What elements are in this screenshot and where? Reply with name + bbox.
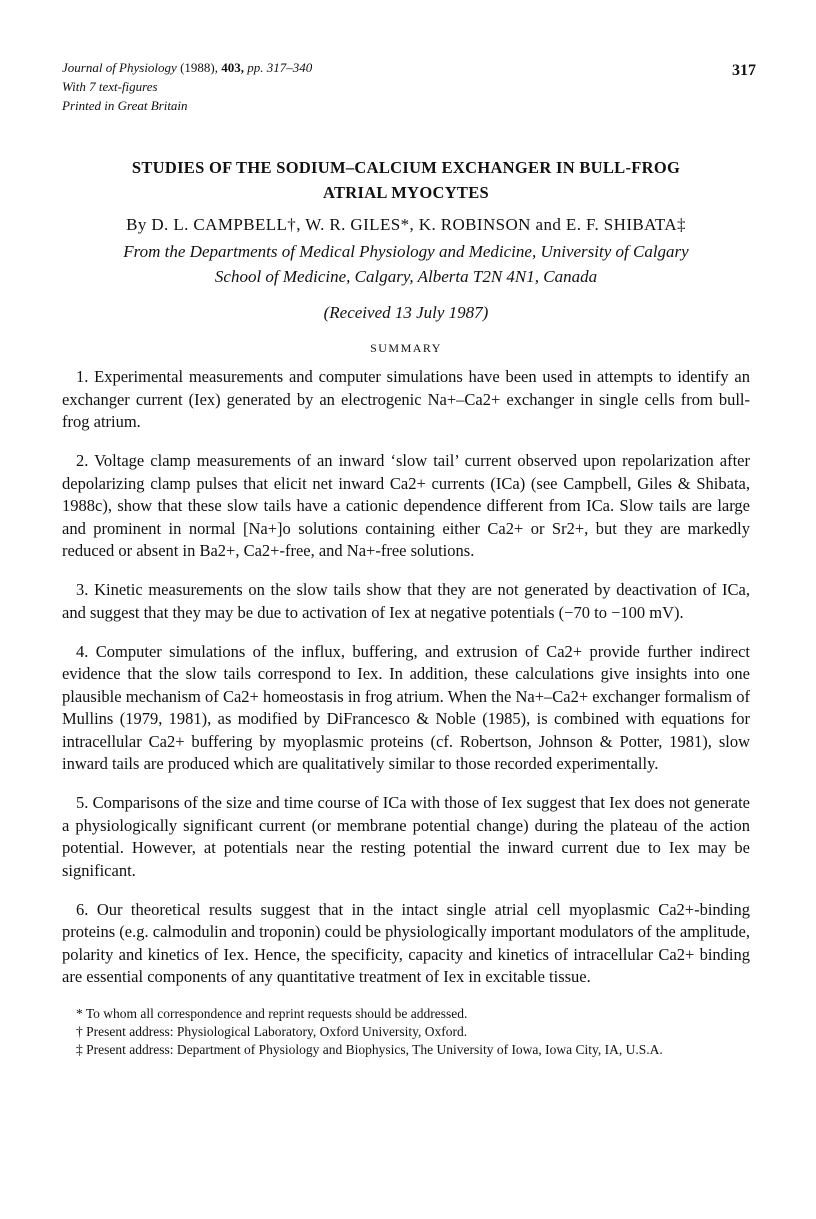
- journal-volume: 403,: [221, 60, 244, 75]
- footnote-campbell-address: † Present address: Physiological Laboratory, Oxford University, Oxford.: [76, 1024, 468, 1039]
- summary-paragraph-4: 4. Computer simulations of the influx, buffering, and extrusion of Ca2+ provide further indirect evidence that the slow tails correspond to Iex. In addition, these calculations give insights into one plausible mechanism of Ca2+ homeostasis in frog atrium. When the Na+–Ca2+ exchanger formalism of Mullins (1979, 1981), as modified by DiFrancesco & Noble (1985), is combined with equations for intracellular Ca2+ buffering by myoplasmic proteins (cf. Robertson, Johnson & Potter, 1981), slow inward tails are produced which are qualitatively similar to those recorded experimentally.: [62, 641, 750, 773]
- journal-citation: [62, 58, 750, 77]
- affiliation: [62, 239, 750, 289]
- page-number: 317: [732, 62, 756, 79]
- affiliation-line: School of Medicine, Calgary, Alberta T2N 4N1, Canada: [214, 267, 598, 286]
- paper-title: [62, 155, 750, 205]
- summary-paragraph-2: 2. Voltage clamp measurements of an inward ‘slow tail’ current observed upon repolarization after depolarizing clamp pulses that elicit net inward Ca2+ currents (ICa) (see Campbell, Giles & Shibata, 1988c), show that these slow tails have a cationic dependence different from ICa. Slow tails are large and prominent in normal [Na+]o solutions containing either Ca2+ or Sr2+, but they are markedly reduced or absent in Ba2+, Ca2+-free, and Na+-free solutions.: [62, 451, 750, 560]
- affiliation-line: From the Departments of Medical Physiology and Medicine, University of Calgary: [123, 242, 689, 261]
- footnote-correspondence: * To whom all correspondence and reprint requests should be addressed.: [76, 1006, 468, 1021]
- running-header: [62, 58, 756, 115]
- figures-note: With 7 text-figures: [62, 79, 158, 94]
- footnote-shibata-address: ‡ Present address: Department of Physiology and Biophysics, The University of Iowa, Iowa City, IA, U.S.A.: [76, 1042, 663, 1057]
- summary-section: [62, 366, 750, 989]
- summary-paragraph-1: 1. Experimental measurements and computer simulations have been used in attempts to identify an exchanger current (Iex) generated by an electrogenic Na+–Ca2+ exchanger in single cells from bull-frog atrium.: [62, 367, 750, 431]
- footnotes: [62, 1005, 750, 1059]
- summary-heading: SUMMARY: [370, 341, 442, 355]
- journal-name: Journal of Physiology: [62, 60, 177, 75]
- journal-pages: pp. 317–340: [247, 60, 313, 75]
- journal-year: (1988),: [180, 60, 218, 75]
- title-line: STUDIES OF THE SODIUM–CALCIUM EXCHANGER IN BULL-FROG: [131, 158, 681, 177]
- paper-page: [62, 58, 756, 1059]
- received-date: (Received 13 July 1987): [323, 303, 489, 322]
- summary-paragraph-5: 5. Comparisons of the size and time course of ICa with those of Iex suggest that Iex does not generate a physiologically significant current (or membrane potential change) during the plateau of the action potential. However, at potentials near the resting potential the inward current due to Iex may be significant.: [62, 793, 750, 880]
- authors: By D. L. CAMPBELL†, W. R. GILES*, K. ROBINSON and E. F. SHIBATA‡: [126, 215, 686, 234]
- summary-paragraph-6: 6. Our theoretical results suggest that in the intact single atrial cell myoplasmic Ca2+-binding proteins (e.g. calmodulin and troponin) could be physiologically important modulators of the amplitude, polarity and kinetics of Iex. Hence, the specificity, capacity and kinetics of intracellular Ca2+ binding are essential components of any quantitative treatment of Iex in excitable tissue.: [62, 899, 750, 986]
- summary-paragraph-3: 3. Kinetic measurements on the slow tails show that they are not generated by deactivation of ICa, and suggest that they may be due to activation of Iex at negative potentials (−70 to −100 mV).: [62, 580, 750, 622]
- printed-note: Printed in Great Britain: [62, 98, 188, 113]
- title-line: ATRIAL MYOCYTES: [322, 183, 489, 202]
